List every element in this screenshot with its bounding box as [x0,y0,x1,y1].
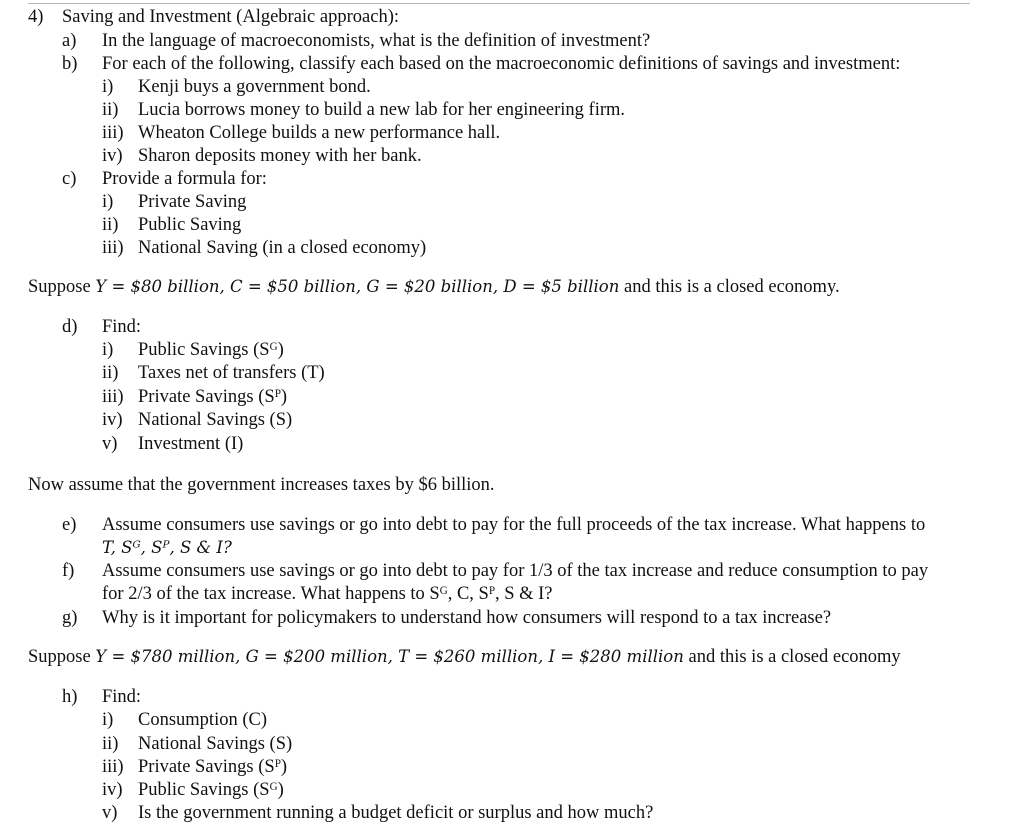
part-e-label: e) [62,515,77,535]
b-item-text: Wheaton College builds a new performance hall. [138,123,501,143]
part-e-line2: T, Sᴳ, Sᴾ, S & I? [102,538,232,557]
part-d-text: Find: [102,317,142,337]
question-title: Saving and Investment (Algebraic approach): [62,7,399,27]
top-rule [28,3,970,4]
d-item-text: Public Savings (Sᴳ) [138,340,284,360]
h-item-text: National Savings (S) [138,734,293,754]
h-item-label: iii) [102,757,124,777]
part-f-line2: for 2/3 of the tax increase. What happens to Sᴳ, C, Sᴾ, S & I? [102,584,553,604]
b-item-label: i) [102,77,114,97]
d-item-text: Private Savings (Sᴾ) [138,387,287,407]
d-item-text: Taxes net of transfers (T) [138,363,325,383]
c-item-label: iii) [102,238,124,258]
part-d-label: d) [62,317,78,337]
b-item-text: Kenji buys a government bond. [138,77,371,97]
d-item-label: i) [102,340,114,360]
d-item-text: National Savings (S) [138,410,293,430]
question-number: 4) [28,7,44,27]
suppose-tail: and this is a closed economy. [624,277,840,297]
suppose-statement-2 [28,646,901,668]
b-item-label: ii) [102,100,119,120]
part-a-label: a) [62,31,77,51]
part-g-label: g) [62,608,78,628]
c-item-label: i) [102,192,114,212]
d-item-label: v) [102,434,118,454]
c-item-text: National Saving (in a closed economy) [138,238,427,258]
b-item-label: iii) [102,123,124,143]
h-item-label: v) [102,803,118,823]
c-item-label: ii) [102,215,119,235]
b-item-text: Sharon deposits money with her bank. [138,146,422,166]
suppose-lead: Suppose [28,277,91,297]
d-item-label: ii) [102,363,119,383]
given-values: Y = $780 million, G = $200 million, T = $260 million, I = $280 million [95,647,684,666]
b-item-text: Lucia borrows money to build a new lab for her engineering firm. [138,100,626,120]
h-item-label: i) [102,710,114,730]
part-h-label: h) [62,687,78,707]
part-b-text: For each of the following, classify each based on the macroeconomic definitions of savings and investment: [102,54,901,74]
part-f-line1: Assume consumers use savings or go into debt to pay for 1/3 of the tax increase and reduce consumption to pay [102,561,929,581]
c-item-text: Private Saving [138,192,247,212]
part-a-text: In the language of macroeconomists, what is the definition of investment? [102,31,651,51]
part-g-text: Why is it important for policymakers to understand how consumers will respond to a tax increase? [102,608,832,628]
suppose-statement-1 [28,276,840,298]
c-item-text: Public Saving [138,215,242,235]
part-f-label: f) [62,561,75,581]
h-item-label: iv) [102,780,123,800]
h-item-text: Consumption (C) [138,710,267,730]
suppose-lead: Suppose [28,647,91,667]
b-item-label: iv) [102,146,123,166]
h-item-label: ii) [102,734,119,754]
d-item-text: Investment (I) [138,434,244,454]
h-item-text: Public Savings (Sᴳ) [138,780,284,800]
d-item-label: iii) [102,387,124,407]
h-item-text: Private Savings (Sᴾ) [138,757,287,777]
part-c-text: Provide a formula for: [102,169,267,189]
part-c-label: c) [62,169,77,189]
part-h-text: Find: [102,687,142,707]
h-item-text: Is the government running a budget deficit or surplus and how much? [138,803,654,823]
d-item-label: iv) [102,410,123,430]
tax-increase-statement: Now assume that the government increases taxes by $6 billion. [28,475,495,495]
part-e-line1: Assume consumers use savings or go into debt to pay for the full proceeds of the tax increase. What happens to [102,515,926,535]
given-values: Y = $80 billion, C = $50 billion, G = $20 billion, D = $5 billion [95,277,620,296]
part-b-label: b) [62,54,78,74]
suppose-tail: and this is a closed economy [688,647,901,667]
